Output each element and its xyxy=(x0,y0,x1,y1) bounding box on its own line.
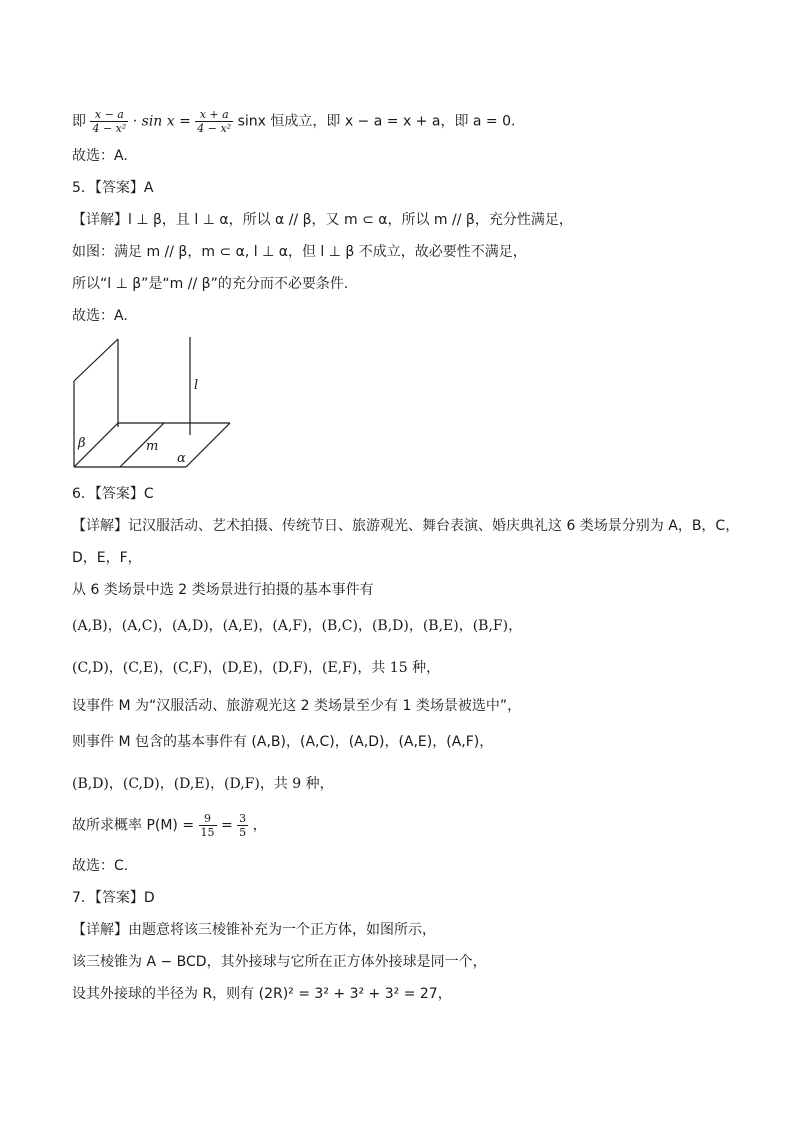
event-list-line: (A,B)，(A,C)，(A,D)，(A,E)，(A,F)，(B,C)，(B,D)，(B,E)，(B,F)， xyxy=(72,618,523,634)
plane-diagram xyxy=(70,335,240,475)
text-line: 故选：C. xyxy=(72,858,129,874)
text-line: 该三棱锥为 A − BCD，其外接球与它所在正方体外接球是同一个， xyxy=(72,954,487,970)
text-line: 故选：A. xyxy=(72,148,128,164)
text-line: 如图：满足 m // β，m ⊂ α, l ⊥ α，但 l ⊥ β 不成立，故必要性不满足， xyxy=(72,244,527,260)
text-line: 故选：A. xyxy=(72,308,128,324)
fraction: $\frac{x + a}{\text{4 − x²}}$ xyxy=(197,108,232,135)
answer-heading-7: 7．【答案】D xyxy=(72,890,155,906)
fraction: $\frac{3}{5}$ xyxy=(239,812,247,839)
answer-heading-6: 6．【答案】C xyxy=(72,486,154,502)
equation-line-1: 即 $\frac{x - a}{\text{4 − x²}}$ · sin x = $\frac{x + a}{\text{4 − x²}}$ sinx 恒成立，即 x − a = x + a，即 a = 0. xyxy=(72,108,516,135)
text-line: 设其外接球的半径为 R，则有 (2R)² = 3² + 3² + 3² = 27， xyxy=(72,986,452,1002)
fraction: $\frac{9}{15}$ xyxy=(200,812,215,839)
label-beta: β xyxy=(78,436,86,451)
label-m: m xyxy=(146,439,159,454)
probability-line: 故所求概率 P(M) = $\frac{9}{15}$ = $\frac{3}{5}$ ， xyxy=(72,812,267,839)
text-line: 则事件 M 包含的基本事件有 (A,B)，(A,C)，(A,D)，(A,E)，(A,F)， xyxy=(72,734,494,750)
text-line: 设事件 M 为“汉服活动、旅游观光这 2 类场景至少有 1 类场景被选中”， xyxy=(72,698,522,714)
answer-heading-5: 5．【答案】A xyxy=(72,180,154,196)
text-line: D，E，F， xyxy=(72,550,142,566)
text-line: 从 6 类场景中选 2 类场景进行拍摄的基本事件有 xyxy=(72,582,374,598)
text-line: 【详解】由题意将该三棱锥补充为一个正方体，如图所示， xyxy=(72,922,436,938)
event-list-line: (B,D)，(C,D)，(D,E)，(D,F)，共 9 种， xyxy=(72,776,334,792)
text-line: 【详解】记汉服活动、艺术拍摄、传统节日、旅游观光、舞台表演、婚庆典礼这 6 类场景分别为 A，B，C， xyxy=(72,518,740,534)
text-line: 【详解】l ⊥ β，且 l ⊥ α，所以 α // β，又 m ⊂ α，所以 m // β，充分性满足， xyxy=(72,212,573,228)
event-list-line: (C,D)，(C,E)，(C,F)，(D,E)，(D,F)，(E,F)，共 15 种， xyxy=(72,660,441,676)
text-line: 所以“l ⊥ β”是“m // β”的充分而不必要条件. xyxy=(72,276,349,292)
fraction: $\frac{x - a}{\text{4 − x²}}$ xyxy=(92,108,127,135)
label-alpha: α xyxy=(177,451,186,466)
label-l: l xyxy=(194,378,199,393)
